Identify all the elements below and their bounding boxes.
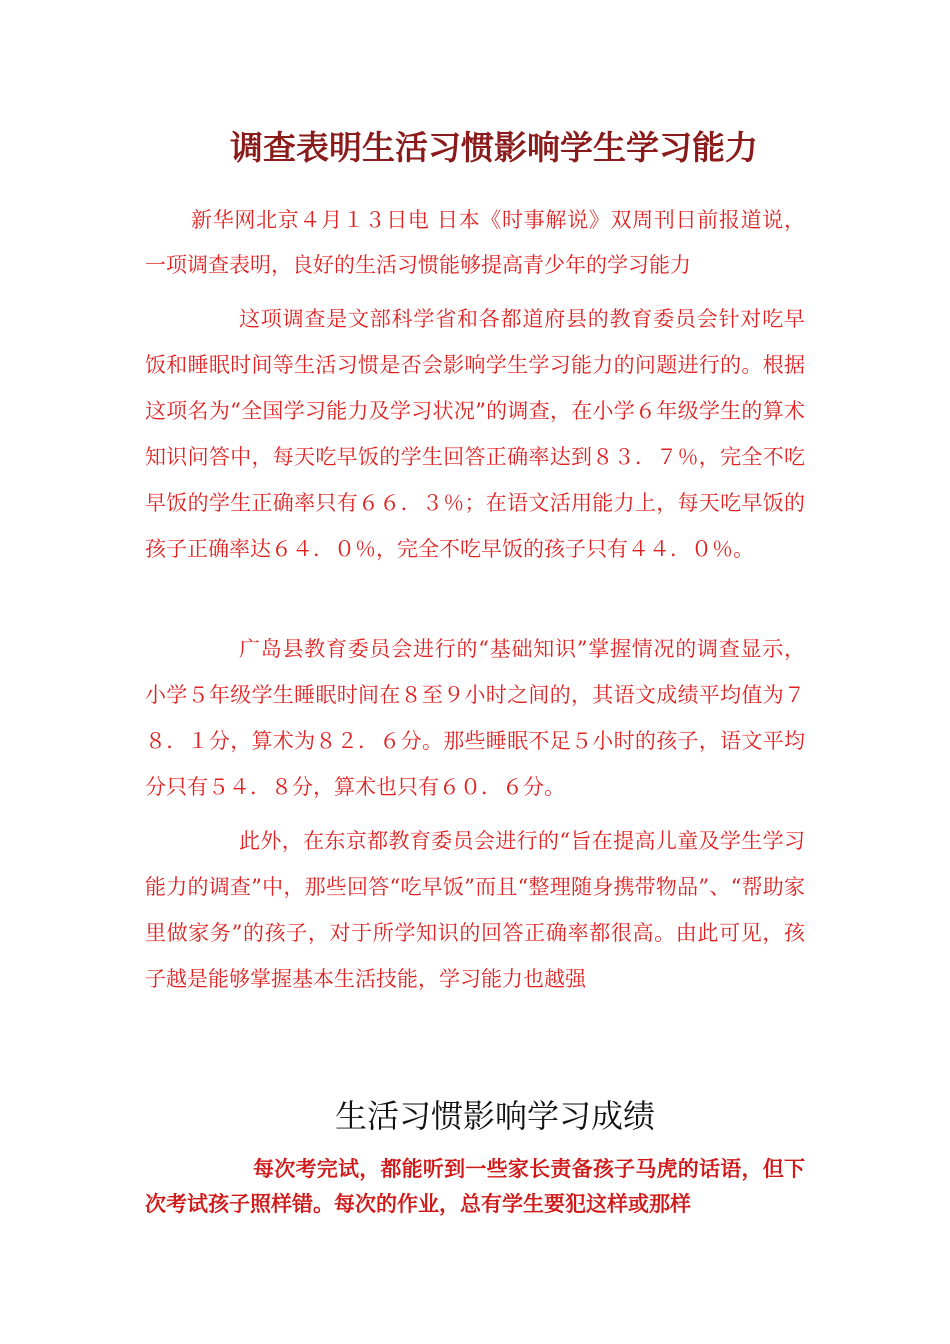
- paragraph-breakfast-survey: 这项调查是文部科学省和各都道府县的教育委员会针对吃早饭和睡眠时间等生活习惯是否会影响学生学习能力的问题进行的。根据这项名为“全国学习能力及学习状况”的调查，在小学６年级学生的算术知识问答中，每天吃早饭的学生回答正确率达到８３．７％，完全不吃早饭的学生正确率只有６６．３％；在语文活用能力上，每天吃早饭的孩子正确率达６４．０％，完全不吃早饭的孩子只有４４．０％。: [145, 307, 805, 561]
- section-title: 生活习惯影响学习成绩: [335, 1097, 656, 1135]
- document-title: 调查表明生活习惯影响学生学习能力: [230, 128, 758, 167]
- paragraph-tokyo-survey: 此外，在东京都教育委员会进行的“旨在提高儿童及学生学习能力的调查”中，那些回答“吃早饭”而且“整理随身携带物品”、“帮助家里做家务”的孩子，对于所学知识的回答正确率都很高。由此可见，孩子越是能够掌握基本生活技能，学习能力也越强: [145, 829, 805, 991]
- paragraph-sleep-survey: 广岛县教育委员会进行的“基础知识”掌握情况的调查显示，小学５年级学生睡眠时间在８至９小时之间的，其语文成绩平均值为７８．１分，算术为８２．６分。那些睡眠不足５小时的孩子，语文平均分只有５４．８分，算术也只有６０．６分。: [145, 637, 805, 799]
- paragraph-intro: 新华网北京４月１３日电 日本《时事解说》双周刊日前报道说，一项调查表明，良好的生活习惯能够提高青少年的学习能力: [145, 208, 805, 277]
- paragraph-section2: 每次考完试，都能听到一些家长责备孩子马虎的话语，但下次考试孩子照样错。每次的作业，总有学生要犯这样或那样: [145, 1156, 805, 1216]
